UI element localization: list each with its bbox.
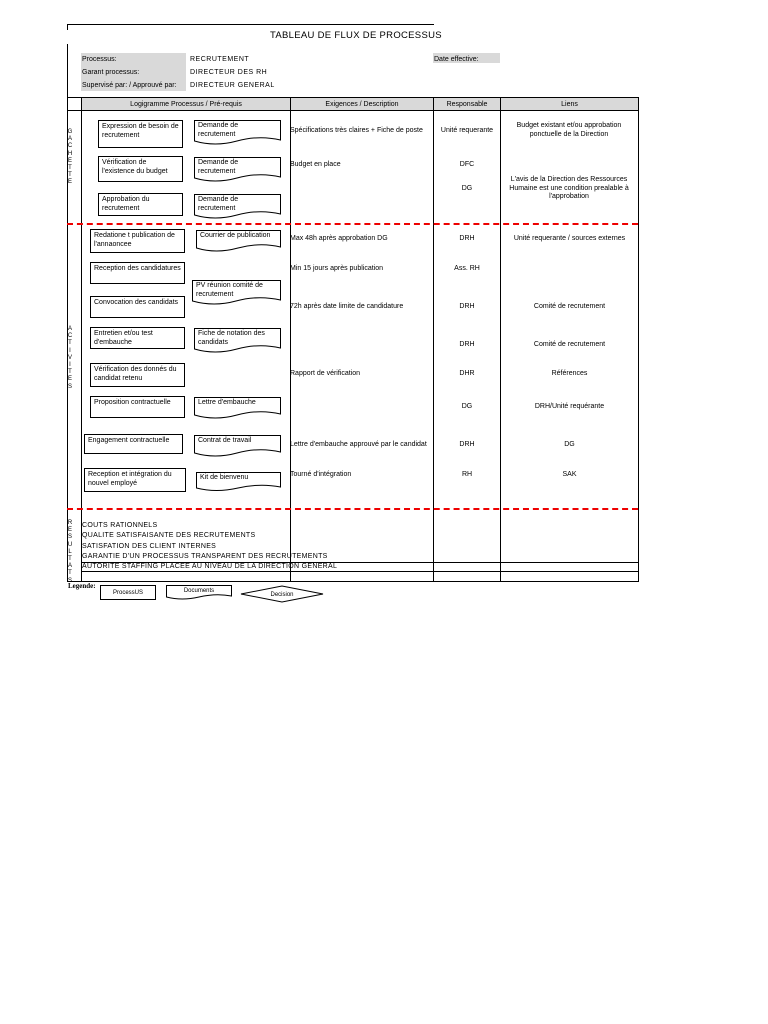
table-right-border [638, 97, 639, 582]
legend-document-shape [166, 585, 232, 599]
responsable-text: DRH [459, 303, 475, 310]
section-label-resultats [67, 520, 73, 585]
exigence-text: 72h après date limite de candidature [290, 303, 404, 310]
section-letter: S [67, 383, 72, 390]
title-left-tick [67, 24, 68, 30]
exigence-text: Rapport de vérification [290, 370, 361, 377]
legend-decision-label: Decision [270, 592, 294, 598]
table-left-border [67, 44, 68, 582]
process-box: Redatione t publication de l'annaoncee [90, 229, 185, 253]
title-top-rule [67, 24, 434, 25]
resultat-item: COUTS RATIONNELS [82, 522, 158, 529]
liens-text: Comité de recrutement [533, 303, 606, 310]
page-title: TABLEAU DE FLUX DE PROCESSUS [270, 30, 442, 41]
section-letter: T [68, 369, 72, 376]
document-label: Lettre d'embauche [198, 399, 256, 406]
header-logigramme: Logigramme Processus / Pré-requis [130, 101, 242, 108]
exigence-text: Tourné d'intégration [290, 471, 352, 478]
section-letter: H [67, 150, 73, 157]
responsable-text: Unité requerante [440, 127, 494, 134]
process-box: Reception des candidatures [90, 262, 185, 284]
document-label: Kit de bienvenu [200, 474, 249, 481]
header-responsable: Responsable [446, 101, 488, 108]
resultat-item: QUALITE SATISFAISANTE DES RECRUTEMENTS [82, 532, 256, 539]
section-letter: T [68, 570, 72, 577]
document-label: Courrier de publication [200, 232, 271, 239]
section-letter: I [69, 362, 71, 369]
header-bottom-rule [67, 110, 638, 111]
section-letter: E [67, 179, 72, 186]
responsable-text: DRH [459, 441, 475, 448]
liens-text: L'avis de la Direction des Ressources Humaine est une condition prealable à l'approbation [509, 176, 629, 200]
responsable-text: DHR [459, 370, 475, 377]
liens-text: Unité requerante / sources externes [513, 235, 626, 242]
section-letter: T [68, 556, 72, 563]
resultat-rule-2 [81, 571, 638, 572]
exigence-text: Spécifications très claires + Fiche de poste [290, 127, 423, 134]
process-box: Engagement contractuelle [84, 434, 183, 454]
exigence-text: Budget en place [290, 161, 341, 168]
responsable-text: RH [461, 471, 473, 478]
responsable-text: DFC [459, 161, 475, 168]
section-letter: E [67, 157, 72, 164]
document-label: Demande de recrutement [198, 159, 239, 175]
exigence-text: Max 48h après approbation DG [290, 235, 388, 242]
supervise-value: DIRECTEUR GENERAL [190, 82, 275, 89]
section-divider-2 [67, 508, 638, 510]
document-label: Demande de recrutement [198, 196, 239, 212]
table-bottom-rule [67, 581, 638, 582]
liens-text: SAK [562, 471, 577, 478]
exigence-text: Lettre d'embauche approuvé par le candidat [290, 441, 427, 448]
section-label-gachette [67, 129, 73, 187]
document-shape [194, 397, 281, 419]
document-label: Contrat de travail [198, 437, 252, 444]
section-letter: T [68, 165, 72, 172]
document-shape [196, 472, 281, 492]
section-label-activites [67, 326, 73, 391]
document-shape [194, 328, 281, 352]
process-box: Reception et intégration du nouvel employé [84, 468, 186, 492]
legend-process-box: ProcessUS [100, 585, 156, 600]
section-letter: E [67, 527, 72, 534]
section-letter: U [67, 541, 73, 548]
liens-text: Références [551, 370, 588, 377]
liens-text: DRH/Unité requérante [534, 403, 605, 410]
process-box: Approbation du recrutement [98, 193, 183, 216]
header-liens: Liens [561, 101, 578, 108]
resultat-item: GARANTIE D'UN PROCESSUS TRANSPARENT DES RECRUTEMENTS [82, 553, 328, 560]
document-shape [194, 435, 281, 457]
document-label: Fiche de notation des candidats [198, 330, 265, 346]
legend-document-label: Documents [183, 588, 215, 594]
section-letter: G [67, 129, 73, 135]
document-shape [194, 157, 281, 181]
liens-text: Budget existant et/ou approbation ponctuelle de la Direction [516, 122, 622, 138]
process-box: Entretien et/ou test d'embauche [90, 327, 185, 349]
document-shape [194, 120, 281, 144]
document-shape [196, 230, 281, 252]
section-letter: A [67, 326, 72, 332]
document-label: PV réunion comité de recrutement [196, 282, 263, 298]
document-label: Demande de recrutement [198, 122, 239, 138]
responsable-text: Ass. RH [454, 265, 480, 272]
legend-label: Legende: [68, 582, 96, 590]
resultat-item: AUTORITE STAFFING PLACEE AU NIVEAU DE LA DIRECTION GENERAL [82, 563, 338, 570]
section-letter: C [67, 333, 73, 340]
exigence-text: Min 15 jours après publication [290, 265, 383, 272]
responsable-text: DG [461, 403, 473, 410]
section-divider-1 [67, 223, 638, 225]
resultat-item: SATISFATION DES CLIENT INTERNES [82, 543, 217, 550]
section-letter: E [67, 376, 72, 383]
liens-text: Comité de recrutement [533, 341, 606, 348]
header-exigences: Exigences / Description [325, 101, 399, 108]
document-shape [194, 194, 281, 218]
section-letter: S [67, 534, 72, 541]
section-letter: A [67, 136, 72, 143]
responsable-text: DG [461, 185, 473, 192]
supervise-label: Supervisé par: / Approuvé par: [82, 82, 177, 89]
section-letter: T [68, 172, 72, 179]
section-letter: V [67, 354, 72, 361]
process-box: Convocation des candidats [90, 296, 185, 318]
section-letter: R [67, 520, 73, 526]
process-box: Expression de besoin de recrutement [98, 120, 183, 148]
processus-value: RECRUTEMENT [190, 56, 250, 63]
section-letter: L [68, 548, 72, 555]
section-letter: C [67, 143, 73, 150]
section-letter: S [67, 577, 72, 584]
section-letter: A [67, 563, 72, 570]
resultat-rule-1 [81, 562, 638, 563]
garant-label: Garant processus: [82, 69, 140, 76]
garant-value: DIRECTEUR DES RH [190, 69, 268, 76]
responsable-text: DRH [459, 235, 475, 242]
section-letter: T [68, 340, 72, 347]
responsable-text: DRH [459, 341, 475, 348]
document-shape [192, 280, 281, 304]
liens-text: DG [564, 441, 575, 448]
section-letter: I [69, 347, 71, 354]
processus-label: Processus: [82, 56, 117, 63]
date-label: Date effective: [434, 56, 479, 63]
process-box: Vérification de l'existence du budget [98, 156, 183, 182]
process-box: Vérification des donnés du candidat retenu [90, 363, 185, 387]
process-box: Proposition contractuelle [90, 396, 185, 418]
